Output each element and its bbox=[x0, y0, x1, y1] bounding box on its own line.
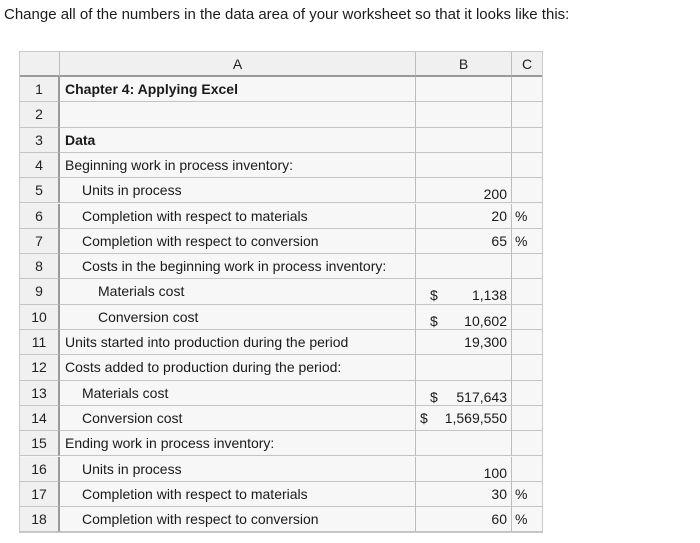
cell-b[interactable] bbox=[416, 77, 512, 102]
row-header[interactable]: 9 bbox=[20, 279, 60, 304]
worksheet-row bbox=[20, 330, 542, 355]
row-header[interactable]: 14 bbox=[20, 406, 60, 431]
worksheet-row bbox=[20, 355, 542, 380]
cell-b[interactable] bbox=[416, 102, 512, 127]
cell-b[interactable] bbox=[416, 406, 512, 431]
worksheet-row bbox=[20, 254, 542, 279]
cell-a[interactable]: Chapter 4: Applying Excel bbox=[60, 77, 416, 102]
worksheet-row bbox=[20, 381, 542, 406]
cell-c[interactable] bbox=[512, 431, 542, 456]
column-header-a[interactable]: A bbox=[60, 52, 416, 77]
cell-a[interactable]: Costs in the beginning work in process inventory: bbox=[60, 254, 416, 279]
cell-a[interactable]: Materials cost bbox=[60, 279, 416, 304]
row-header[interactable]: 6 bbox=[20, 204, 60, 229]
cell-value: 1,138 bbox=[471, 287, 507, 304]
worksheet-row bbox=[20, 102, 542, 127]
row-header[interactable]: 15 bbox=[20, 431, 60, 456]
cell-value: 100 bbox=[483, 464, 507, 481]
cell-b[interactable] bbox=[416, 482, 512, 507]
select-all-corner[interactable] bbox=[20, 52, 60, 77]
cell-c[interactable] bbox=[512, 254, 542, 279]
cell-c[interactable] bbox=[512, 381, 542, 406]
cell-c[interactable] bbox=[512, 330, 542, 355]
currency-symbol: $ bbox=[430, 312, 438, 329]
cell-a[interactable]: Conversion cost bbox=[60, 406, 416, 431]
worksheet-row bbox=[20, 305, 542, 330]
cell-a[interactable]: Completion with respect to conversion bbox=[60, 507, 416, 532]
cell-c[interactable] bbox=[512, 102, 542, 127]
cell-b[interactable] bbox=[416, 153, 512, 178]
cell-a[interactable]: Completion with respect to conversion bbox=[60, 229, 416, 254]
cell-c[interactable] bbox=[512, 153, 542, 178]
cell-value: 20 bbox=[491, 207, 507, 224]
row-header[interactable]: 12 bbox=[20, 355, 60, 380]
cell-c[interactable] bbox=[512, 279, 542, 304]
cell-value: 30 bbox=[491, 485, 507, 502]
cell-b[interactable] bbox=[416, 204, 512, 229]
cell-c[interactable]: % bbox=[512, 204, 542, 229]
cell-value: 1,569,550 bbox=[444, 409, 507, 426]
worksheet-grid bbox=[20, 52, 542, 532]
worksheet-row bbox=[20, 77, 542, 102]
cell-value: 65 bbox=[491, 232, 507, 249]
worksheet-row bbox=[20, 431, 542, 456]
cell-c[interactable]: % bbox=[512, 507, 542, 532]
column-header-row bbox=[20, 52, 542, 77]
currency-symbol: $ bbox=[420, 409, 428, 426]
cell-b[interactable] bbox=[416, 305, 512, 330]
row-header[interactable]: 16 bbox=[20, 457, 60, 482]
worksheet-row bbox=[20, 178, 542, 203]
cell-a[interactable]: Units started into production during the period bbox=[60, 330, 416, 355]
cell-value: 517,643 bbox=[456, 388, 507, 405]
cell-a[interactable]: Materials cost bbox=[60, 381, 416, 406]
cell-b[interactable] bbox=[416, 381, 512, 406]
cell-a[interactable]: Costs added to production during the period: bbox=[60, 355, 416, 380]
row-header[interactable]: 8 bbox=[20, 254, 60, 279]
row-header[interactable]: 5 bbox=[20, 178, 60, 203]
cell-b[interactable] bbox=[416, 330, 512, 355]
cell-value: 200 bbox=[483, 186, 507, 203]
cell-b[interactable] bbox=[416, 128, 512, 153]
cell-a[interactable]: Units in process bbox=[60, 457, 416, 482]
cell-b[interactable] bbox=[416, 507, 512, 532]
cell-value: 10,602 bbox=[464, 312, 507, 329]
cell-b[interactable] bbox=[416, 178, 512, 203]
cell-c[interactable] bbox=[512, 457, 542, 482]
cell-b[interactable] bbox=[416, 355, 512, 380]
cell-a[interactable]: Conversion cost bbox=[60, 305, 416, 330]
worksheet-row bbox=[20, 482, 542, 507]
row-header[interactable]: 7 bbox=[20, 229, 60, 254]
cell-c[interactable] bbox=[512, 178, 542, 203]
row-header[interactable]: 1 bbox=[20, 77, 60, 102]
cell-a[interactable]: Completion with respect to materials bbox=[60, 204, 416, 229]
cell-a[interactable]: Completion with respect to materials bbox=[60, 482, 416, 507]
cell-b[interactable] bbox=[416, 254, 512, 279]
cell-c[interactable] bbox=[512, 406, 542, 431]
cell-c[interactable]: % bbox=[512, 229, 542, 254]
cell-value: 60 bbox=[491, 511, 507, 528]
row-header[interactable]: 11 bbox=[20, 330, 60, 355]
row-header[interactable]: 13 bbox=[20, 381, 60, 406]
worksheet-row bbox=[20, 229, 542, 254]
cell-b[interactable] bbox=[416, 431, 512, 456]
cell-a[interactable]: Units in process bbox=[60, 178, 416, 203]
row-header[interactable]: 17 bbox=[20, 482, 60, 507]
currency-symbol: $ bbox=[430, 287, 438, 304]
row-header[interactable]: 18 bbox=[20, 507, 60, 532]
worksheet-row bbox=[20, 406, 542, 431]
row-header[interactable]: 4 bbox=[20, 153, 60, 178]
worksheet-row bbox=[20, 128, 542, 153]
worksheet-row bbox=[20, 153, 542, 178]
worksheet-row bbox=[20, 507, 542, 532]
row-header[interactable]: 3 bbox=[20, 128, 60, 153]
cell-b[interactable] bbox=[416, 279, 512, 304]
worksheet-row bbox=[20, 279, 542, 304]
currency-symbol: $ bbox=[430, 388, 438, 405]
cell-c[interactable]: % bbox=[512, 482, 542, 507]
row-header[interactable]: 2 bbox=[20, 102, 60, 127]
cell-b[interactable] bbox=[416, 229, 512, 254]
cell-value: 19,300 bbox=[464, 334, 507, 350]
cell-a[interactable]: Beginning work in process inventory: bbox=[60, 153, 416, 178]
instruction-text: Change all of the numbers in the data area of your worksheet so that it looks like this: bbox=[4, 6, 570, 23]
cell-a[interactable]: Data bbox=[60, 128, 416, 153]
row-header[interactable]: 10 bbox=[20, 305, 60, 330]
cell-c[interactable] bbox=[512, 128, 542, 153]
cell-c[interactable] bbox=[512, 77, 542, 102]
cell-b[interactable] bbox=[416, 457, 512, 482]
cell-c[interactable] bbox=[512, 355, 542, 380]
cell-a[interactable] bbox=[60, 102, 416, 127]
cell-a[interactable]: Ending work in process inventory: bbox=[60, 431, 416, 456]
column-header-b[interactable]: B bbox=[416, 52, 512, 77]
column-header-c[interactable]: C bbox=[512, 52, 542, 77]
cell-c[interactable] bbox=[512, 305, 542, 330]
worksheet-row bbox=[20, 204, 542, 229]
worksheet-row bbox=[20, 457, 542, 482]
